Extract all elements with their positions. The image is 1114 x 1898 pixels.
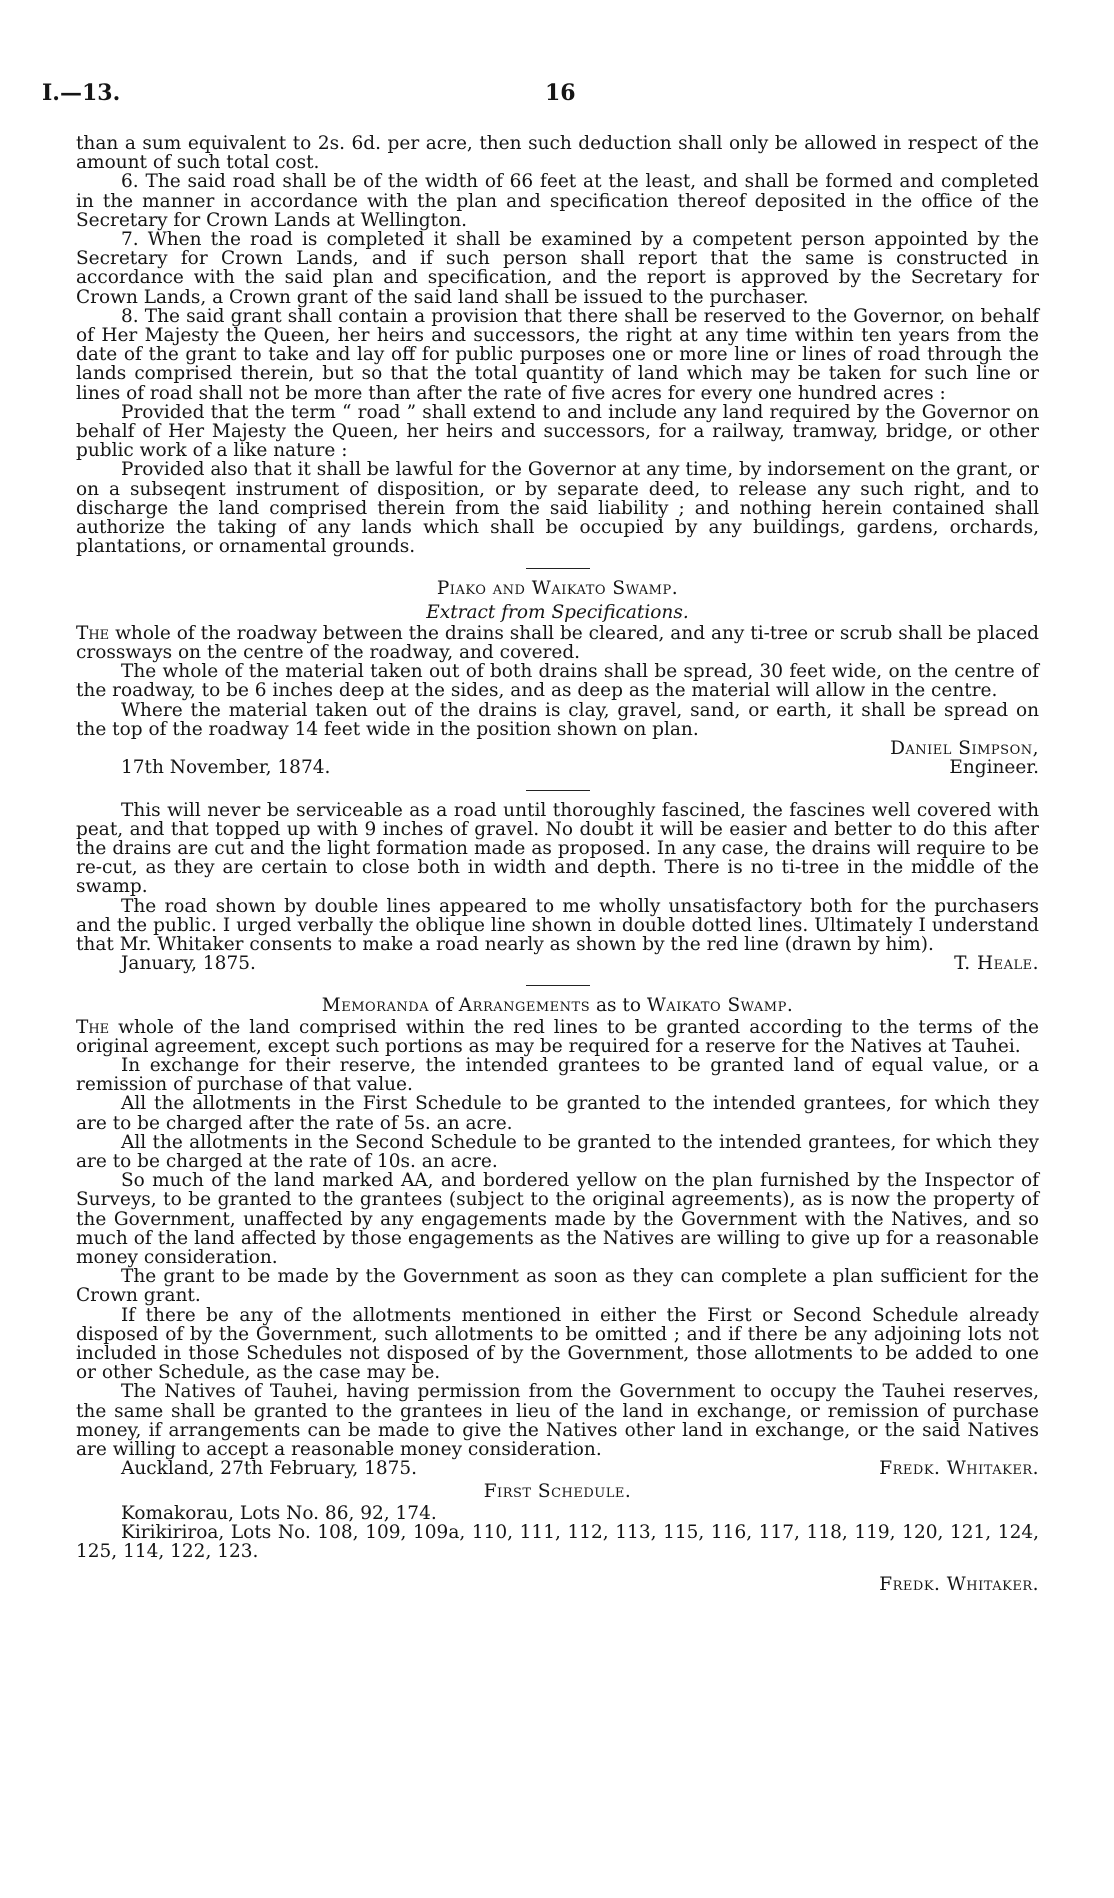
heading-part: Arrangements (458, 995, 591, 1017)
date: Auckland, 27th February, 1875. (121, 1458, 418, 1480)
clause-8: 8. The said grant shall contain a provision that there shall be reserved to the Governor, on behalf of Her Majesty the Queen, her heirs and successors, the right at any time within ten years from the date of the grant to take and lay off for public purposes one or more line or lines of road through the lands comprised therein, but so that the total quantity of land which may be taken for such line or lines of road shall not be more than after the rate of five acres for every one hundred acres : (76, 305, 1039, 404)
document-reference: I.—13. (42, 80, 121, 106)
clause-7: 7. When the road is completed it shall be examined by a competent person appointed by the Secretary for Crown Lands, and if such person shall report that the same is constructed in accordance with the said plan and specification, and the report is approved by the Secretary for Crown Lands, a Crown grant of the said land shall be issued to the purchaser. (76, 229, 1039, 308)
memoranda-paragraph: The Natives of Tauhei, having permission from the Government to occupy the Tauhei reserves, the same shall be granted to the grantees in lieu of the land in exchange, or remission of purchase money, if arrangements can be made to give the Natives other land in exchange, or the said Natives are willing to accept a reasonable money consideration. (76, 1381, 1039, 1460)
heading-part: Waikato Swamp. (646, 995, 794, 1017)
heading-part: as to (590, 995, 647, 1017)
schedule-heading: First Schedule. (483, 1481, 632, 1503)
proviso-release: Provided also that it shall be lawful for the Governor at any time, by indorsement on the grant, or on a subseqent instrument of disposition, or by separate deed, to release any such right, and to discharge the land comprised therein from the said liability ; and nothing herein contained shall authorize the taking of any lands which shall be occupied by any buildings, gardens, orchards, plantations, or ornamental grounds. (76, 459, 1039, 558)
date-signature-row (76, 758, 1039, 777)
paragraph-text: whole of the roadway between the drains shall be cleared, and any ti-tree or scrub shall be placed crossways on the centre of the roadway, and covered. (76, 622, 1039, 664)
heading-part: of (429, 995, 459, 1017)
date: 17th November, 1874. (121, 757, 331, 779)
heading-part: Memoranda (321, 995, 430, 1017)
signature-name: Fredk. Whitaker. (879, 1574, 1039, 1596)
piako-waikato-section (76, 579, 1039, 777)
signature-name: Daniel Simpson, (890, 738, 1039, 760)
conditions-section (76, 134, 1039, 556)
memoranda-paragraph: So much of the land marked AA, and bordered yellow on the plan furnished by the Inspector of Surveys, to be granted to the grantees (subject to the original agreements), as is now the property of the Government, unaffected by any engagements made by the Government with the Natives, and so much of the land affected by those engagements as the Natives are willing to give up for a reasonable money consideration. (76, 1170, 1039, 1268)
date-signature-row (76, 1459, 1039, 1478)
memoranda-paragraph: If there be any of the allotments mentioned in either the First or Second Schedule already disposed of by the Government, such allotments to be omitted ; and if there be any adjoining lots not included in those Schedules not disposed of by the Government, those allotments to be added to one or other Schedule, as the case may be. (76, 1304, 1039, 1384)
specification-paragraph (76, 624, 1039, 662)
section-divider (526, 568, 590, 569)
proviso-road-definition: Provided that the term “ road ” shall extend to and include any land required by the Governor on behalf of Her Majesty the Queen, her heirs and successors, for a railway, tramway, bridge, or other public work of a like nature : (76, 401, 1039, 462)
heale-remarks-section (76, 801, 1039, 974)
section-subheading: Extract from Specifications. (426, 601, 689, 623)
memoranda-paragraph (76, 1018, 1039, 1056)
memoranda-paragraph: The grant to be made by the Government as soon as they can complete a plan sufficient for the Crown grant. (76, 1266, 1039, 1307)
clause-6: 6. The said road shall be of the width of 66 feet at the least, and shall be formed and completed in the manner in accordance with the plan and specification thereof deposited in the office of the Secretary for Crown Lands at Wellington. (76, 171, 1039, 231)
date-signature-row (76, 954, 1039, 973)
section-divider (526, 985, 590, 986)
paragraph-text: whole of the land comprised within the red lines to be granted according to the terms of the original agreement, except such portions as may be required for a reserve for the Natives at Tauhei. (76, 1016, 1039, 1057)
page-number: 16 (545, 80, 576, 106)
date: January, 1875. (121, 953, 256, 975)
document-body (76, 134, 1039, 1594)
specification-paragraph: The whole of the material taken out of both drains shall be spread, 30 feet wide, on the centre of the roadway, to be 6 inches deep at the sides, and as deep as the material will allow in the centre. (76, 661, 1039, 702)
lead-word: The (76, 622, 110, 644)
first-schedule-section (76, 1482, 1039, 1594)
continued-paragraph: than a sum equivalent to 2s. 6d. per acre, then such deduction shall only be allowed in respect of the amount of such total cost. (76, 133, 1039, 174)
memoranda-paragraph: All the allotments in the Second Schedule to be granted to the intended grantees, for which they are to be charged at the rate of 10s. an acre. (76, 1131, 1039, 1172)
section-heading (76, 996, 1039, 1015)
remarks-paragraph: The road shown by double lines appeared to me wholly unsatisfactory both for the purchasers and the public. I urged verbally the oblique line shown in double dotted lines. Ultimately I understand that Mr. Whitaker consents to make a road nearly as shown by the red line (drawn by him). (76, 895, 1039, 955)
section-heading: Piako and Waikato Swamp. (436, 578, 679, 600)
memoranda-paragraph: In exchange for their reserve, the intended grantees to be granted land of equal value, or a remission of purchase of that value. (76, 1054, 1039, 1096)
remarks-paragraph: This will never be serviceable as a road until thoroughly fascined, the fascines well covered with peat, and that topped up with 9 inches of gravel. No doubt it will be easier and better to do this after the drains are cut and the light formation made as proposed. In any case, the drains will require to be re-cut, as they are certain to close both in width and depth. There is no ti-tree in the middle of the swamp. (76, 799, 1039, 898)
lead-word: The (76, 1016, 110, 1038)
signature-name: Fredk. Whitaker. (879, 1458, 1039, 1480)
schedule-line: Kirikiriroa, Lots No. 108, 109, 109a, 110, 111, 112, 113, 115, 116, 117, 118, 119, 120, 121, 124, 125, 114, 122, 123. (76, 1521, 1039, 1563)
memoranda-paragraph: All the allotments in the First Schedule to be granted to the intended grantees, for which they are to be charged after the rate of 5s. an acre. (76, 1093, 1039, 1134)
section-divider (526, 790, 590, 791)
specification-paragraph: Where the material taken out of the drains is clay, gravel, sand, or earth, it shall be spread on the top of the roadway 14 feet wide in the position shown on plan. (76, 699, 1039, 740)
memoranda-section (76, 996, 1039, 1478)
schedule-line: Komakorau, Lots No. 86, 92, 174. (121, 1502, 437, 1524)
signature-title: Engineer. (949, 757, 1039, 779)
signature-name: T. Heale. (954, 953, 1039, 975)
